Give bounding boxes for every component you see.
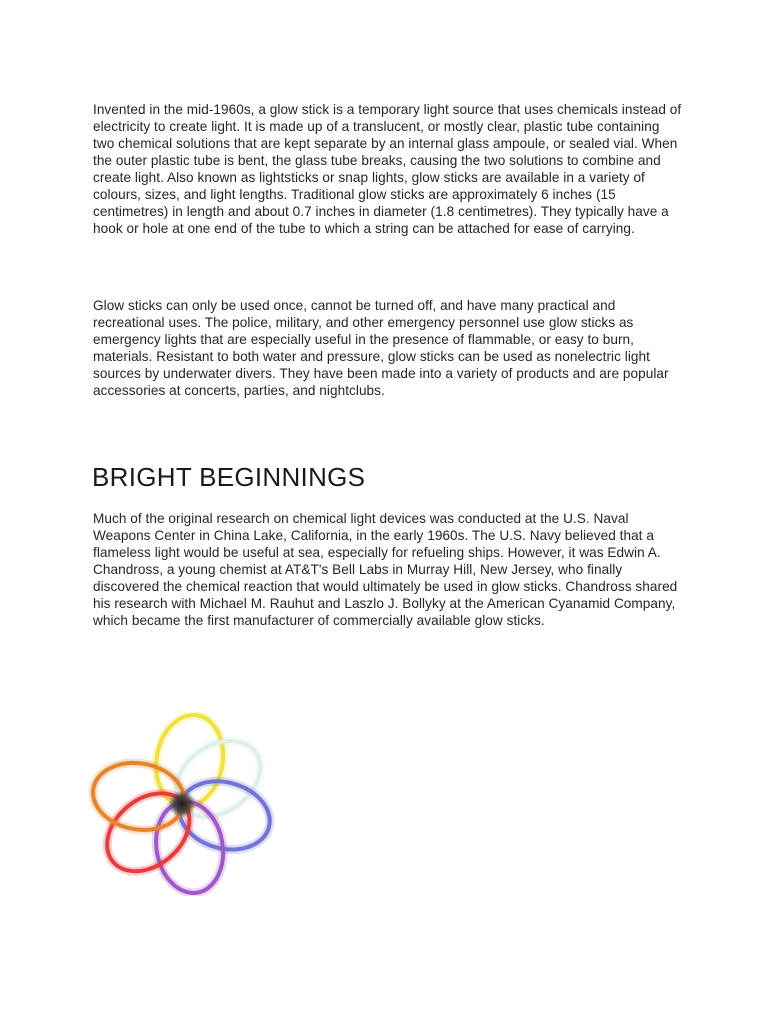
uses-paragraph: Glow sticks can only be used once, cannot be turned off, and have many practical and recreational uses. The police, military, and other emergency personnel use glow sticks as emergency lights that are especially useful in the presence of flammable, or easy to burn, materials. Resistant to both water and pressure, glow sticks can be used as nonelectric light sources by underwater divers. They have been made into a variety of products and are popular accessories at concerts, parties, and nightclubs. [93, 298, 669, 398]
history-paragraph: Much of the original research on chemical light devices was conducted at the U.S. Naval Weapons Center in China Lake, California, in the early 1960s. The U.S. Navy believed that a flameless light would be useful at sea, especially for refueling ships. However, it was Edwin A. Chandross, a young chemist at AT&T's Bell Labs in Murray Hill, New Jersey, who finally discovered the chemical reaction that would ultimately be used in glow sticks. Chandross shared his research with Michael M. Rauhut and Laszlo J. Bollyky at the American Cyanamid Company, which became the first manufacturer of commercially available glow sticks. [93, 511, 678, 628]
intro-paragraph: Invented in the mid-1960s, a glow stick is a temporary light source that uses chemicals instead of electricity to create light. It is made up of a translucent, or mostly clear, plastic tube containing two chemical solutions that are kept separate by an internal glass ampoule, or sealed vial. When the outer plastic tube is bent, the glass tube breaks, causing the two solutions to combine and create light. Also known as lightsticks or snap lights, glow sticks are available in a variety of colours, sizes, and light lengths. Traditional glow sticks are approximately 6 inches (15 centimetres) in length and about 0.7 inches in diameter (1.8 centimetres). They typically have a hook or hole at one end of the tube to which a string can be attached for ease of carrying. [93, 102, 682, 236]
glow-stick-flower-image [88, 712, 284, 896]
section-heading: BRIGHT BEGINNINGS [92, 462, 366, 492]
